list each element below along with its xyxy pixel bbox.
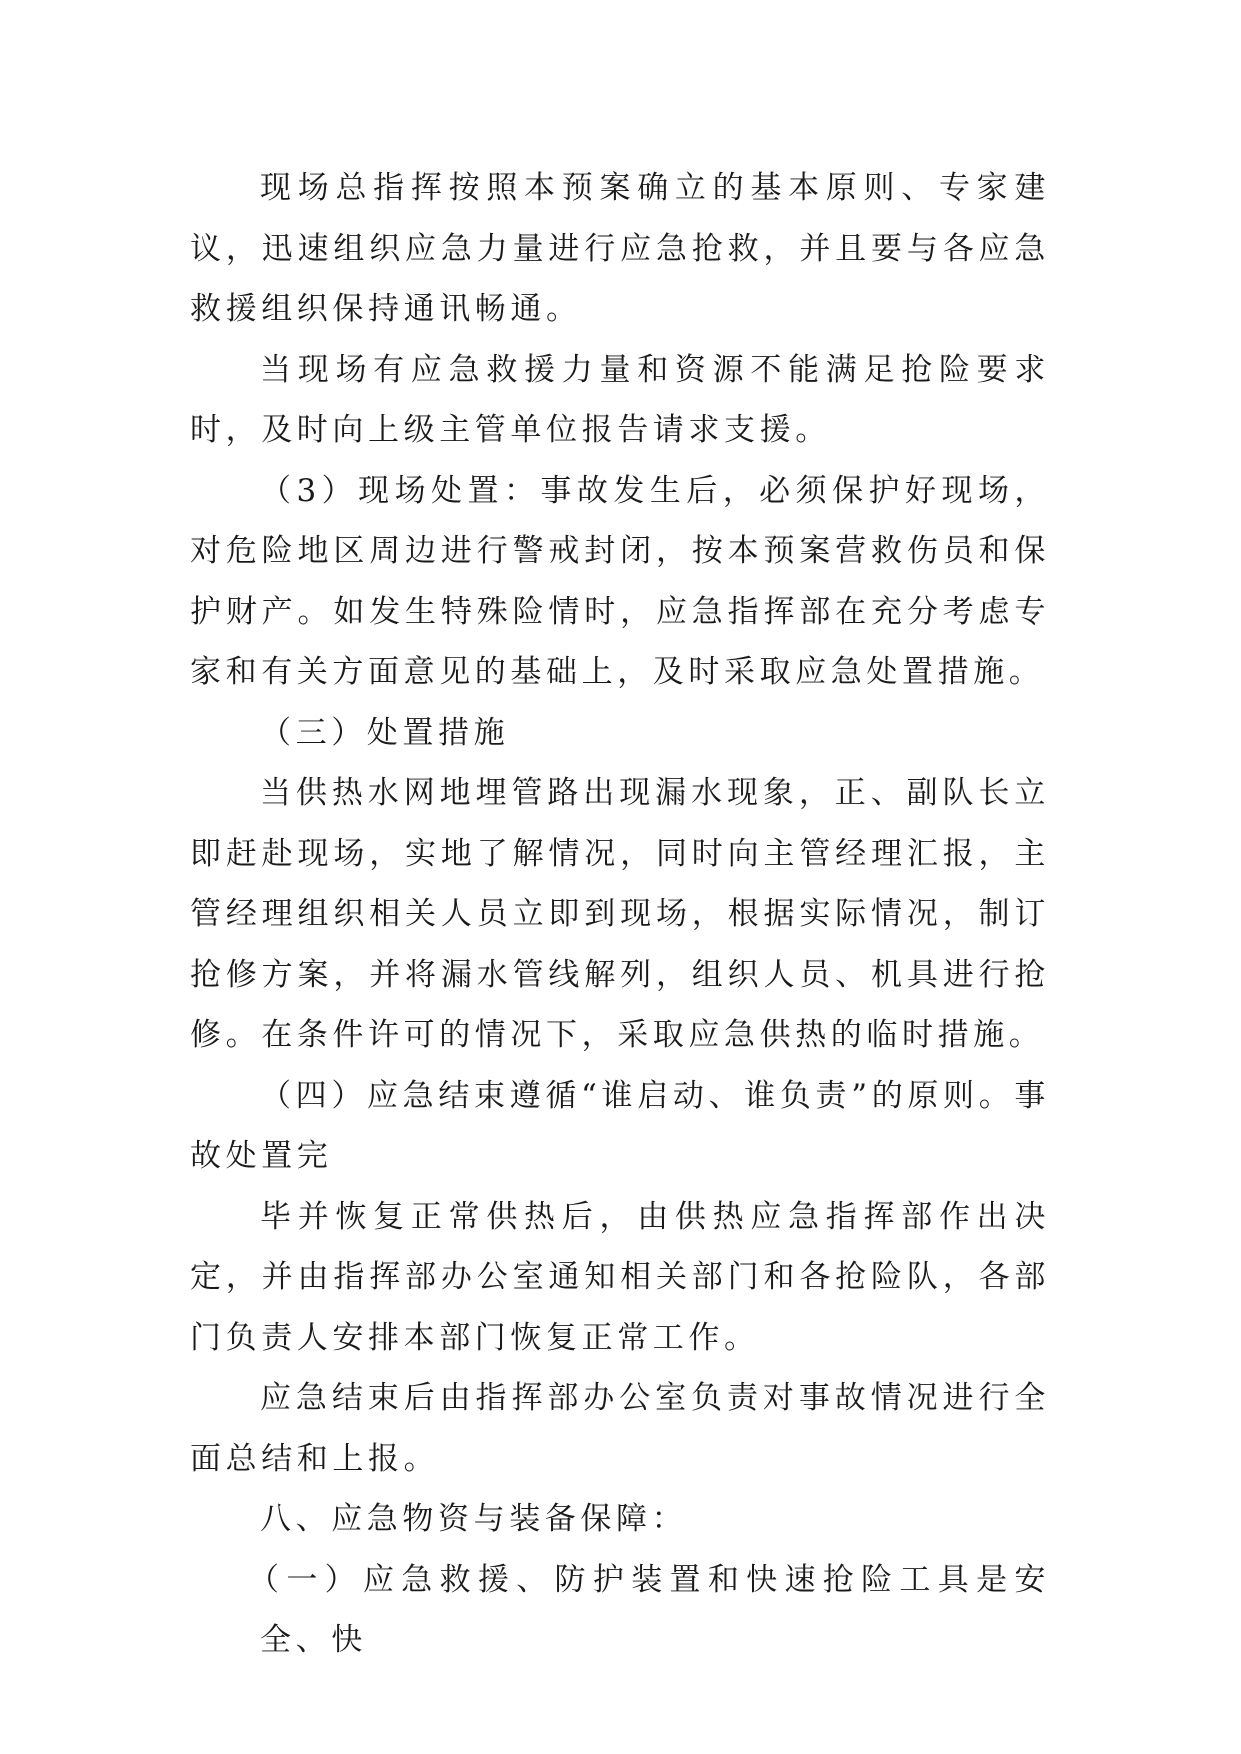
section-heading-materials: 八、应急物资与装备保障： [260,1501,688,1537]
document-body [190,158,1050,1671]
paragraph-request-support: 当现场有应急救援力量和资源不能满足抢险要求时，及时向上级主管单位报告请求支援。 [190,351,1050,448]
paragraph-commander-organize: 现场总指挥按照本预案确立的基本原则、专家建议，迅速组织应急力量进行应急抢救，并且要与各应急救援组织保持通讯畅通。 [190,170,1050,327]
paragraph-equipment: （一）应急救援、防护装置和快速抢险工具是安全、快 [248,1561,1050,1658]
paragraph-summary-report: 应急结束后由指挥部办公室负责对事故情况进行全面总结和上报。 [190,1380,1050,1477]
paragraph-leak-repair: 当供热水网地埋管路出现漏水现象，正、副队长立即赶赴现场，实地了解情况，同时向主管经理汇报，主管经理组织相关人员立即到现场，根据实际情况，制订抢修方案，并将漏水管线解列，组织人员、机具进行抢修。在条件许可的情况下，采取应急供热的临时措施。 [190,775,1050,1053]
section-heading-handling-measures: （三）处置措施 [260,714,510,751]
paragraph-emergency-end: （四）应急结束遵循“谁启动、谁负责”的原则。事故处置完 [190,1077,1050,1174]
paragraph-onsite-handling: （3）现场处置：事故发生后，必须保护好现场，对危险地区周边进行警戒封闭，按本预案营救伤员和保护财产。如发生特殊险情时，应急指挥部在充分考虑专家和有关方面意见的基础上，及时采取应急处置措施。 [190,472,1050,690]
paragraph-resume-heating: 毕并恢复正常供热后，由供热应急指挥部作出决定，并由指挥部办公室通知相关部门和各抢险队，各部门负责人安排本部门恢复正常工作。 [190,1198,1050,1356]
